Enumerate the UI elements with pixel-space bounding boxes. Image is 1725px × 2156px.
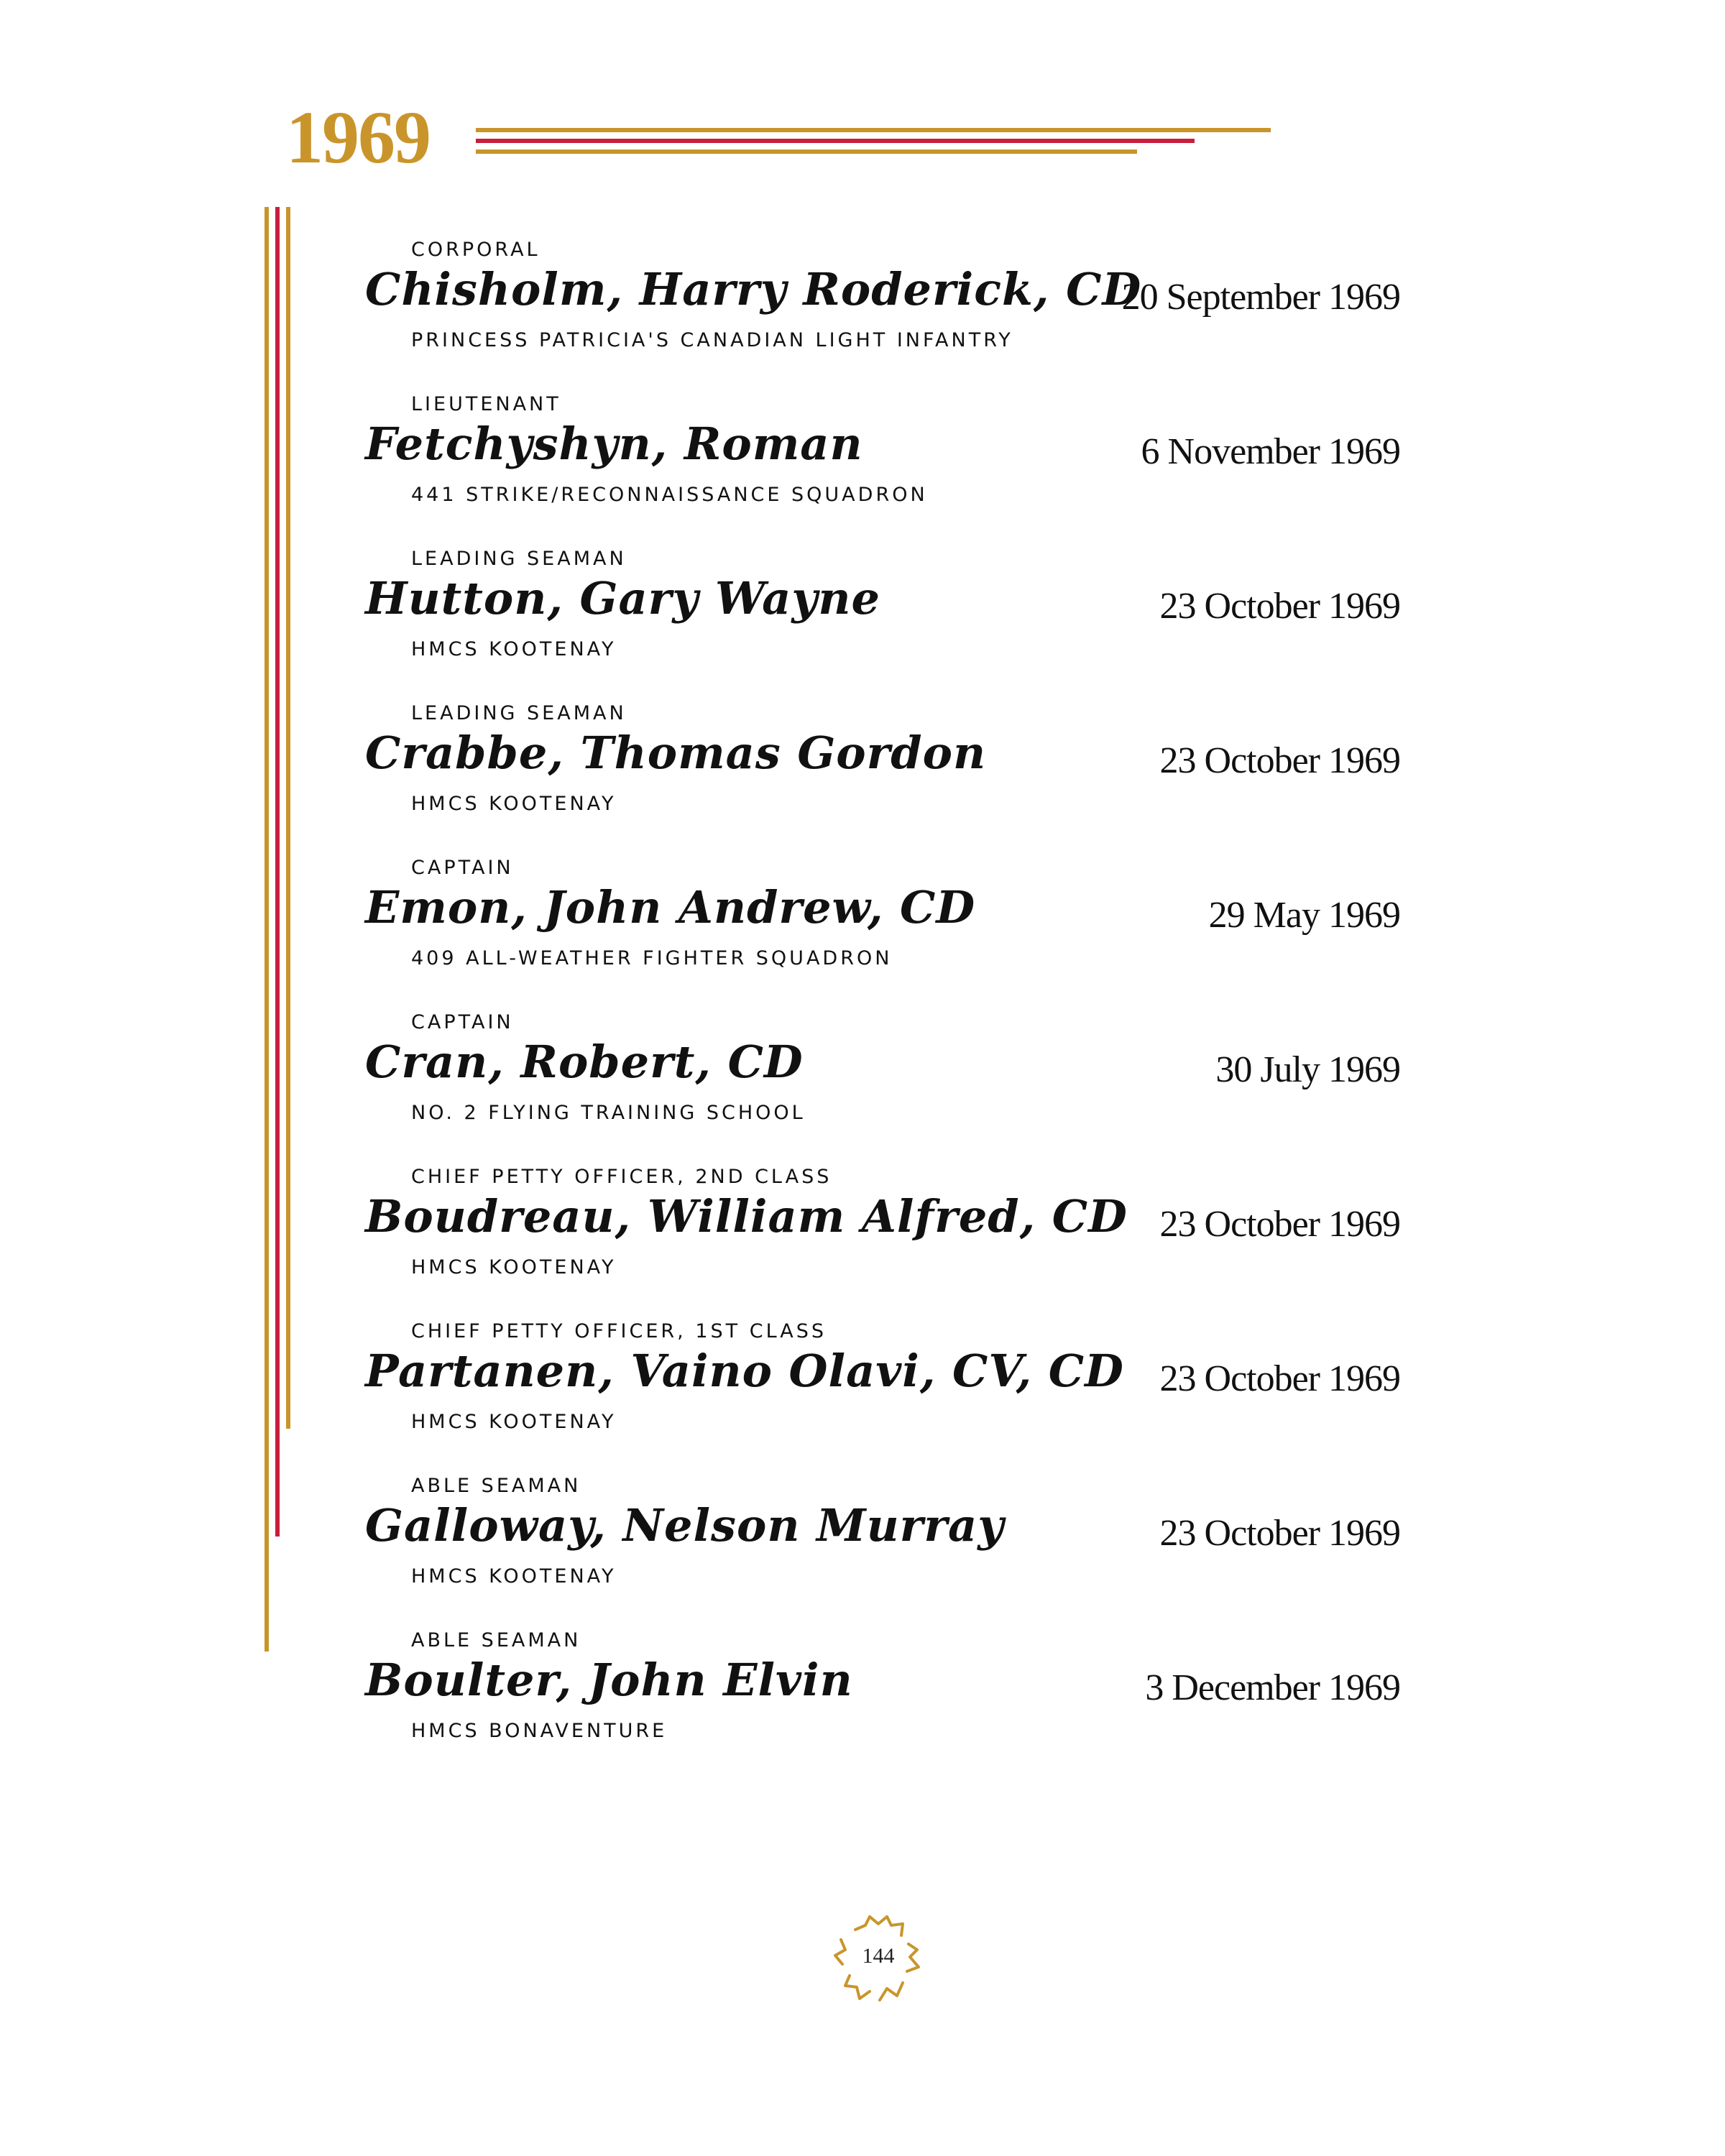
entry-name: Emon, John Andrew, CD [365,881,976,934]
year-heading: 1969 [286,96,430,179]
entry-rank: CHIEF PETTY OFFICER, 1ST CLASS [411,1320,827,1342]
entry-unit: 441 STRIKE/RECONNAISSANCE SQUADRON [411,484,928,506]
entry-date: 20 September 1969 [1121,277,1400,318]
header-rule-gold-bottom [476,149,1137,154]
entry-name: Chisholm, Harry Roderick, CD [365,263,1142,315]
entry-name: Galloway, Nelson Murray [365,1499,1005,1552]
entry-name: Partanen, Vaino Olavi, CV, CD [365,1345,1124,1397]
entry-date: 23 October 1969 [1159,586,1400,627]
entry-date: 23 October 1969 [1159,1358,1400,1399]
entry-rank: ABLE SEAMAN [411,1629,581,1651]
entry-date: 6 November 1969 [1141,431,1400,472]
entry-unit: PRINCESS PATRICIA'S CANADIAN LIGHT INFANTRY [411,329,1013,351]
entry-date: 3 December 1969 [1145,1667,1400,1708]
memorial-entry [365,857,1400,993]
entry-rank: CHIEF PETTY OFFICER, 2ND CLASS [411,1166,832,1188]
entry-unit: 409 ALL-WEATHER FIGHTER SQUADRON [411,947,893,969]
entry-date: 23 October 1969 [1159,1513,1400,1554]
entry-date: 29 May 1969 [1208,895,1400,936]
page-number-ornament [828,1908,929,2009]
entry-name: Hutton, Gary Wayne [365,572,880,625]
entry-rank: LIEUTENANT [411,393,561,415]
entry-unit: HMCS KOOTENAY [411,638,617,660]
memorial-entry [365,239,1400,375]
entry-unit: HMCS KOOTENAY [411,1411,617,1433]
entry-unit: HMCS KOOTENAY [411,1565,617,1588]
memorial-entry [365,1475,1400,1611]
memorial-entry [365,393,1400,530]
memorial-entry [365,1011,1400,1148]
entry-date: 23 October 1969 [1159,1204,1400,1245]
side-rule-gold-left [264,207,269,1651]
entry-name: Crabbe, Thomas Gordon [365,727,987,779]
entry-name: Fetchyshyn, Roman [365,418,863,470]
page-number: 144 [862,1944,895,1968]
entry-rank: LEADING SEAMAN [411,702,627,724]
memorial-entry [365,1166,1400,1302]
entry-unit: HMCS KOOTENAY [411,793,617,815]
entry-date: 30 July 1969 [1215,1049,1400,1090]
entry-rank: CAPTAIN [411,1011,514,1033]
entry-unit: HMCS BONAVENTURE [411,1720,668,1742]
entry-rank: CAPTAIN [411,857,514,879]
memorial-entry [365,1320,1400,1457]
side-rule-gold-right [286,207,290,1429]
entry-rank: ABLE SEAMAN [411,1475,581,1497]
entry-name: Boudreau, William Alfred, CD [365,1190,1128,1243]
entry-rank: CORPORAL [411,239,540,261]
entry-rank: LEADING SEAMAN [411,548,627,570]
entry-name: Boulter, John Elvin [365,1654,853,1706]
memorial-entry [365,702,1400,839]
entry-date: 23 October 1969 [1159,740,1400,781]
entry-unit: NO. 2 FLYING TRAINING SCHOOL [411,1102,806,1124]
header-rule-red-middle [476,139,1195,143]
memorial-entry [365,1629,1400,1766]
entry-name: Cran, Robert, CD [365,1036,804,1088]
side-rule-red [275,207,280,1537]
header-rule-gold-top [476,128,1271,132]
memorial-entry [365,548,1400,684]
entry-unit: HMCS KOOTENAY [411,1256,617,1279]
